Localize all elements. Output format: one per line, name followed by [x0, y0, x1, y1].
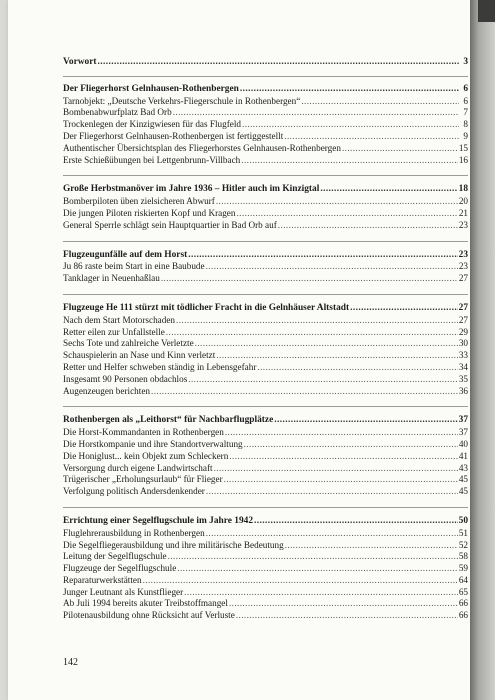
toc-entry	[63, 196, 468, 208]
toc-entry-title: Schauspielerin an Nase und Kinn verletzt	[63, 350, 216, 361]
toc-entry	[63, 374, 468, 386]
toc-entry-title: Ju 86 raste beim Start in eine Baubude	[63, 261, 205, 272]
toc-entry-title: Junger Leutnant als Kunstflieger	[63, 586, 184, 597]
toc-section	[63, 507, 468, 622]
dot-leader	[236, 208, 457, 220]
dot-leader	[229, 451, 457, 463]
dot-leader	[143, 575, 458, 587]
toc-entry-title: Erste Schießübungen bei Lettgenbrunn-Villbach	[63, 154, 241, 165]
dot-leader	[173, 107, 459, 119]
toc-heading	[63, 250, 468, 262]
toc-section	[63, 76, 468, 176]
toc-heading	[63, 184, 468, 196]
toc-entry-title: Die Horstkompanie und ihre Standortverwaltung	[63, 438, 243, 449]
dot-leader	[320, 184, 457, 196]
toc-page-number: 43	[458, 462, 468, 473]
toc-section	[63, 241, 468, 294]
toc-entry	[63, 96, 468, 108]
toc-entry-title: Der Fliegerhorst Gelnhausen-Rothenbergen ist fertiggestellt	[63, 130, 284, 141]
toc-page-number: 33	[458, 350, 468, 361]
toc-entry	[63, 107, 468, 119]
toc-entry-title: Tanklager in Neuenhaßlau	[63, 273, 160, 284]
toc-entry-title: Nach dem Start Motorschaden	[63, 314, 176, 325]
toc-entry	[63, 315, 468, 327]
toc-entry	[63, 220, 468, 232]
toc-entry-title: Die Horst-Kommandanten in Rothenbergen	[63, 427, 224, 438]
toc-page-number: 16	[458, 154, 468, 165]
toc-entry	[63, 427, 468, 439]
toc-page-number: 20	[458, 196, 468, 207]
toc-page-number: 30	[458, 338, 468, 349]
toc-entry	[63, 273, 468, 285]
toc-page-number: 51	[458, 527, 468, 538]
toc-entry-title: Versorgung durch eigene Landwirtschaft	[63, 462, 213, 473]
dot-leader	[244, 439, 458, 451]
toc-entry	[63, 540, 468, 552]
toc-page-number: 37	[458, 427, 468, 438]
toc-heading	[63, 84, 468, 96]
toc-page-number: 66	[458, 598, 468, 609]
dot-leader	[224, 474, 458, 486]
dot-leader	[284, 131, 459, 143]
book-spine	[470, 0, 495, 700]
toc-entry	[63, 362, 468, 374]
toc-page-number: 50	[458, 515, 468, 526]
dot-leader	[168, 551, 458, 563]
toc-entry	[63, 610, 468, 622]
dot-leader	[188, 374, 458, 386]
dot-leader	[278, 220, 458, 232]
dot-leader	[177, 563, 458, 575]
dot-leader	[342, 143, 458, 155]
toc-entry	[63, 208, 468, 220]
toc-page-number: 52	[458, 539, 468, 550]
dot-leader	[166, 327, 458, 339]
dot-leader	[285, 540, 458, 552]
dot-leader	[206, 486, 458, 498]
dot-leader	[188, 250, 457, 262]
page-number: 142	[63, 657, 78, 668]
toc-entry-title: Augenzeugen berichten	[63, 385, 150, 396]
toc-entry	[63, 598, 468, 610]
toc-entry-title: Authentischer Übersichtsplan des Fliegerhorstes Gelnhausen-Rothenbergen	[63, 142, 341, 153]
toc-page-number: 27	[458, 314, 468, 325]
toc-page-number: 3	[463, 57, 468, 67]
dot-leader	[195, 338, 458, 350]
toc-entry	[63, 386, 468, 398]
dot-leader	[98, 57, 460, 69]
toc-entry	[63, 439, 468, 451]
toc-entry-title: Pilotenausbildung ohne Rücksicht auf Verluste	[63, 610, 235, 621]
toc-page-number: 29	[458, 326, 468, 337]
dot-leader	[236, 610, 458, 622]
dot-leader	[216, 196, 458, 208]
toc-entry-title: Reparaturwerkstätten	[63, 574, 142, 585]
dot-leader	[274, 415, 457, 427]
toc-page-number: 64	[458, 574, 468, 585]
dot-leader	[350, 303, 458, 315]
toc-entry-title: Bombenabwurfplatz Bad Orb	[63, 107, 172, 118]
table-of-contents	[63, 57, 468, 622]
toc-heading-title: Große Herbstmanöver im Jahre 1936 – Hitler auch im Kinzigtal	[63, 184, 320, 195]
toc-page-number: 8	[463, 119, 468, 130]
toc-page-number: 21	[458, 207, 468, 218]
toc-entry	[63, 155, 468, 167]
dot-leader	[161, 273, 458, 285]
toc-page-number: 58	[458, 551, 468, 562]
toc-entry-title: Trügerischer „Erholungsurlaub“ für Flieger	[63, 474, 223, 485]
dot-leader	[229, 598, 458, 610]
toc-page-number: 6	[463, 83, 468, 94]
toc-page-number: 35	[458, 373, 468, 384]
toc-entry-title: Fluglehrerausbildung in Rothenbergen	[63, 527, 205, 538]
toc-page-number: 23	[458, 261, 468, 272]
toc-page-number: 66	[458, 610, 468, 621]
dot-leader	[240, 84, 459, 96]
dot-leader	[254, 516, 458, 528]
toc-entry-title: Flugzeuge der Segelflugschule	[63, 563, 177, 574]
toc-entry	[63, 575, 468, 587]
toc-heading-title: Rothenbergen als „Leithorst“ für Nachbarflugplätze	[63, 415, 274, 426]
toc-page-number: 27	[458, 273, 468, 284]
toc-entry	[63, 563, 468, 575]
dot-leader	[176, 315, 458, 327]
toc-page-number: 36	[458, 385, 468, 396]
dot-leader	[241, 155, 458, 167]
toc-heading-title: Errichtung einer Segelflugschule im Jahre 1942	[63, 515, 254, 526]
toc-entry	[63, 463, 468, 475]
dot-leader	[242, 119, 459, 131]
dot-leader	[301, 96, 459, 108]
toc-entry-title: Insgesamt 90 Personen obdachlos	[63, 373, 188, 384]
toc-entry	[63, 143, 468, 155]
toc-page-number: 34	[458, 361, 468, 372]
toc-entry	[63, 131, 468, 143]
toc-heading-title: Der Fliegerhorst Gelnhausen-Rothenbergen	[63, 83, 239, 94]
toc-page-number: 7	[463, 107, 468, 118]
toc-entry	[63, 338, 468, 350]
toc-page-number: 41	[458, 450, 468, 461]
toc-entry	[63, 486, 468, 498]
toc-page-number: 45	[458, 486, 468, 497]
toc-section	[63, 406, 468, 507]
toc-page-number: 23	[458, 219, 468, 230]
toc-entry-title: Die jungen Piloten riskierten Kopf und Kragen	[63, 207, 236, 218]
dot-leader	[151, 386, 458, 398]
toc-section	[63, 175, 468, 240]
toc-heading	[63, 57, 468, 69]
toc-page-number: 15	[458, 142, 468, 153]
toc-page-number: 45	[458, 474, 468, 485]
toc-section	[63, 57, 468, 76]
toc-page-number: 59	[458, 563, 468, 574]
toc-heading-title: Vorwort	[63, 57, 97, 67]
dot-leader	[257, 362, 457, 374]
toc-page-number: 9	[463, 130, 468, 141]
toc-entry	[63, 528, 468, 540]
toc-page-number: 23	[458, 249, 468, 260]
toc-heading-title: Flugzeugunfälle auf dem Horst	[63, 249, 188, 260]
toc-entry	[63, 350, 468, 362]
toc-page-number: 40	[458, 438, 468, 449]
toc-page-number: 18	[458, 184, 468, 195]
dot-leader	[216, 350, 458, 362]
toc-entry-title: Sechs Tote und zahlreiche Verletzte	[63, 338, 194, 349]
toc-entry-title: Die Honiglust... kein Objekt zum Schleckern	[63, 450, 229, 461]
toc-entry-title: Die Segelfliegerausbildung und ihre militärische Bedeutung	[63, 539, 284, 550]
toc-heading	[63, 516, 468, 528]
toc-heading	[63, 415, 468, 427]
toc-entry-title: Bomberpiloten üben zielsicheren Abwurf	[63, 196, 215, 207]
dot-leader	[184, 587, 458, 599]
toc-entry	[63, 587, 468, 599]
toc-entry	[63, 327, 468, 339]
toc-section	[63, 294, 468, 406]
book-page	[8, 0, 470, 700]
binding-edge	[478, 0, 495, 22]
toc-page-number: 37	[458, 415, 468, 426]
dot-leader	[206, 528, 458, 540]
toc-heading	[63, 303, 468, 315]
toc-entry-title: Verfolgung politisch Andersdenkender	[63, 486, 205, 497]
toc-entry-title: Leitung der Segelflugschule	[63, 551, 167, 562]
toc-entry	[63, 119, 468, 131]
toc-entry-title: General Sperrle schlägt sein Hauptquartier in Bad Orb auf	[63, 219, 277, 230]
dot-leader	[206, 261, 458, 273]
dot-leader	[225, 427, 458, 439]
toc-entry-title: Tarnobjekt: „Deutsche Verkehrs-Fliegerschule in Rothenbergen“	[63, 95, 301, 106]
toc-page-number: 65	[458, 586, 468, 597]
toc-entry-title: Ab Juli 1994 bereits akuter Treibstoffmangel	[63, 598, 228, 609]
toc-entry-title: Retter eilen zur Unfallstelle	[63, 326, 165, 337]
toc-entry	[63, 451, 468, 463]
toc-entry	[63, 474, 468, 486]
toc-page-number: 27	[458, 302, 468, 313]
toc-page-number: 6	[463, 95, 468, 106]
toc-entry	[63, 551, 468, 563]
toc-entry-title: Retter und Helfer schweben ständig in Lebensgefahr	[63, 361, 257, 372]
toc-entry	[63, 261, 468, 273]
toc-entry-title: Trockenlegen der Kinzigwiesen für das Flugfeld	[63, 119, 242, 130]
toc-heading-title: Flugzeuge He 111 stürzt mit tödlicher Fracht in die Gelnhäuser Altstadt	[63, 302, 350, 313]
dot-leader	[214, 463, 458, 475]
